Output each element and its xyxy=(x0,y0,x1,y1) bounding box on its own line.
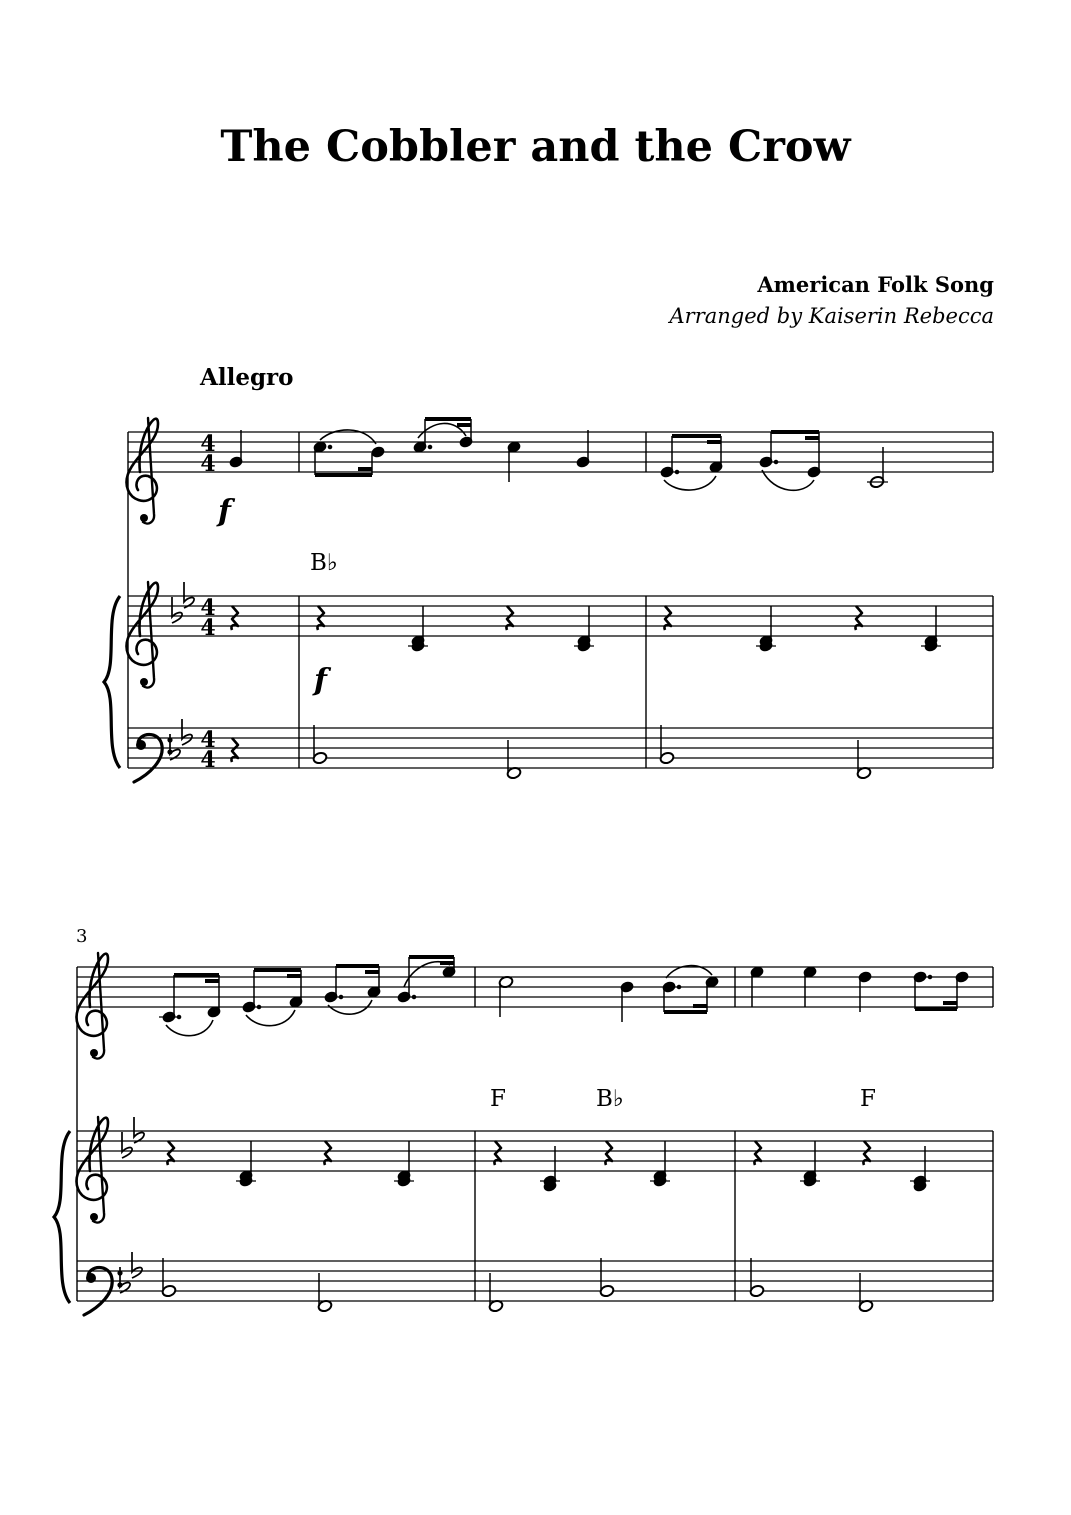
piano-treble-staff-2 xyxy=(77,1131,993,1171)
solo-notes-1 xyxy=(229,419,888,490)
treble-clef-icon xyxy=(126,418,158,524)
treble-clef-icon xyxy=(76,1117,108,1223)
solo-notes-2 xyxy=(159,957,969,1036)
solo-staff-1 xyxy=(128,432,993,472)
time-signature-top: 4 xyxy=(200,727,216,753)
flat-icon xyxy=(134,1117,144,1143)
piano-brace xyxy=(104,596,120,768)
dynamic-forte: f xyxy=(218,494,231,529)
time-signature-bottom: 4 xyxy=(200,451,216,477)
time-signature-top: 4 xyxy=(200,595,216,621)
time-signature-bottom: 4 xyxy=(200,615,216,641)
system-1 xyxy=(104,418,993,782)
arranger-credit: Arranged by Kaiserin Rebecca xyxy=(669,304,994,328)
piano-lh-2 xyxy=(161,1258,873,1313)
dynamic-forte: f xyxy=(314,663,327,698)
flat-icon xyxy=(182,719,192,745)
flat-icon xyxy=(184,582,194,608)
composer-credit: American Folk Song xyxy=(757,272,994,297)
treble-clef-icon xyxy=(76,953,108,1059)
piano-rh-2 xyxy=(167,1141,930,1192)
measure-number: 3 xyxy=(76,926,88,947)
tempo-marking: Allegro xyxy=(200,364,294,391)
treble-clef-icon xyxy=(126,582,158,688)
flat-icon xyxy=(132,1252,142,1278)
chord-symbol: B♭ xyxy=(310,550,338,576)
chord-symbol: B♭ xyxy=(596,1086,624,1112)
system-2 xyxy=(54,926,993,1315)
chord-symbol: F xyxy=(860,1086,876,1112)
flat-icon xyxy=(172,597,182,623)
time-signature-top: 4 xyxy=(200,431,216,457)
piano-brace xyxy=(54,1131,70,1303)
flat-icon xyxy=(122,1132,132,1158)
piano-rh-1 xyxy=(231,606,941,652)
chord-symbol: F xyxy=(490,1086,506,1112)
piano-treble-staff-1 xyxy=(128,596,993,636)
piano-bass-staff-2 xyxy=(77,1261,993,1301)
time-signature-bottom: 4 xyxy=(200,747,216,773)
piano-lh-1 xyxy=(231,725,871,780)
piano-bass-staff-1 xyxy=(128,728,993,768)
score-title: The Cobbler and the Crow xyxy=(220,122,851,172)
